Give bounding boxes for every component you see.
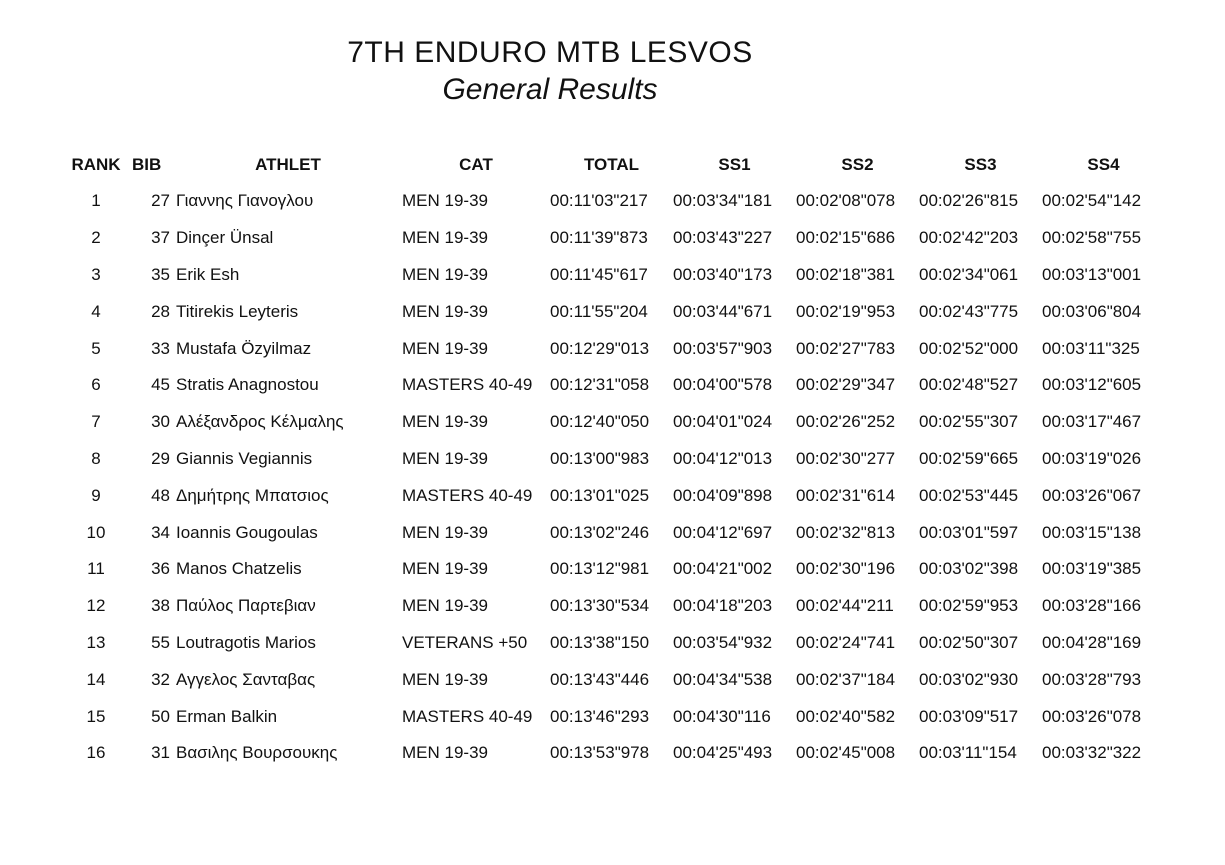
cell-total: 00:12'40"050 [550, 412, 650, 432]
cell-category: MEN 19-39 [402, 264, 488, 284]
table-row [62, 183, 1165, 220]
cell-athlete: Titirekis Leyteris [176, 301, 299, 321]
cell-total: 00:12'29"013 [550, 338, 650, 358]
cell-ss2: 00:02'30"277 [796, 448, 896, 468]
cell-ss2: 00:02'30"196 [796, 559, 896, 579]
cell-athlete: Loutragotis Marios [176, 632, 316, 652]
column-header-ss2: SS2 [841, 154, 874, 174]
cell-ss2: 00:02'32"813 [796, 522, 896, 542]
cell-ss1: 00:04'01"024 [673, 412, 773, 432]
cell-ss4: 00:03'32"322 [1042, 743, 1142, 763]
cell-bib: 48 [151, 485, 170, 505]
cell-rank: 6 [91, 375, 101, 395]
cell-athlete: Ioannis Gougoulas [176, 522, 318, 542]
cell-ss1: 00:03'40"173 [673, 264, 773, 284]
table-row [62, 404, 1165, 441]
cell-rank: 13 [86, 632, 106, 652]
cell-category: MEN 19-39 [402, 412, 488, 432]
cell-ss3: 00:02'43"775 [919, 301, 1019, 321]
cell-ss2: 00:02'37"184 [796, 669, 896, 689]
cell-ss4: 00:03'26"067 [1042, 485, 1142, 505]
cell-ss4: 00:03'15"138 [1042, 522, 1142, 542]
cell-athlete: Αγγελος Σανταβας [176, 669, 316, 689]
cell-ss3: 00:02'55"307 [919, 412, 1019, 432]
cell-ss3: 00:03'02"930 [919, 669, 1019, 689]
cell-athlete: Βασιλης Βουρσουκης [176, 743, 338, 763]
table-row [62, 588, 1165, 625]
cell-ss3: 00:03'02"398 [919, 559, 1019, 579]
cell-rank: 3 [91, 264, 101, 284]
cell-ss1: 00:04'34"538 [673, 669, 773, 689]
table-row [62, 367, 1165, 404]
cell-total: 00:13'46"293 [550, 706, 650, 726]
cell-ss4: 00:03'19"026 [1042, 448, 1142, 468]
header-row [62, 146, 1165, 183]
cell-category: MEN 19-39 [402, 191, 488, 211]
cell-rank: 7 [91, 412, 101, 432]
cell-ss1: 00:04'09"898 [673, 485, 773, 505]
page-subtitle: General Results [442, 73, 658, 106]
cell-athlete: Δημήτρης Μπατσιος [176, 485, 329, 505]
cell-category: MASTERS 40-49 [402, 375, 533, 395]
cell-total: 00:13'30"534 [550, 596, 650, 616]
cell-ss3: 00:02'59"953 [919, 596, 1019, 616]
cell-rank: 1 [91, 191, 101, 211]
cell-category: MEN 19-39 [402, 338, 488, 358]
cell-bib: 37 [151, 228, 170, 248]
cell-category: MEN 19-39 [402, 448, 488, 468]
cell-ss1: 00:04'30"116 [673, 706, 771, 726]
cell-rank: 8 [91, 448, 101, 468]
cell-ss2: 00:02'44"211 [796, 596, 894, 616]
cell-bib: 55 [151, 632, 170, 652]
cell-ss2: 00:02'19"953 [796, 301, 896, 321]
cell-ss1: 00:03'34"181 [673, 191, 773, 211]
cell-ss4: 00:03'17"467 [1042, 412, 1142, 432]
cell-athlete: Γιαννης Γιανογλου [176, 191, 314, 211]
cell-total: 00:13'43"446 [550, 669, 650, 689]
cell-category: MEN 19-39 [402, 596, 488, 616]
cell-total: 00:13'00"983 [550, 448, 650, 468]
cell-ss4: 00:03'13"001 [1042, 264, 1142, 284]
cell-rank: 9 [91, 485, 101, 505]
cell-ss4: 00:03'06"804 [1042, 301, 1142, 321]
column-header-athlete: ATHLET [255, 154, 321, 174]
cell-ss1: 00:04'12"013 [673, 448, 773, 468]
column-header-ss4: SS4 [1087, 154, 1120, 174]
cell-ss4: 00:03'11"325 [1042, 338, 1140, 358]
results-body [62, 183, 1165, 772]
cell-ss2: 00:02'29"347 [796, 375, 896, 395]
cell-rank: 14 [86, 669, 106, 689]
cell-ss1: 00:04'25"493 [673, 743, 773, 763]
cell-athlete: Giannis Vegiannis [176, 448, 313, 468]
cell-category: MEN 19-39 [402, 743, 488, 763]
cell-ss4: 00:03'19"385 [1042, 559, 1142, 579]
cell-rank: 11 [87, 559, 105, 579]
cell-category: MEN 19-39 [402, 301, 488, 321]
cell-category: MEN 19-39 [402, 669, 488, 689]
cell-total: 00:13'02"246 [550, 522, 650, 542]
cell-ss3: 00:03'11"154 [919, 743, 1017, 763]
table-row [62, 330, 1165, 367]
cell-ss4: 00:04'28"169 [1042, 632, 1142, 652]
column-header-bib: BIB [132, 154, 162, 174]
cell-total: 00:11'45"617 [550, 264, 648, 284]
cell-athlete: Stratis Anagnostou [176, 375, 319, 395]
cell-ss4: 00:02'58"755 [1042, 228, 1142, 248]
title-block [250, 34, 850, 108]
cell-athlete: Manos Chatzelis [176, 559, 302, 579]
cell-total: 00:13'53"978 [550, 743, 650, 763]
cell-category: VETERANS +50 [402, 632, 528, 652]
cell-total: 00:13'12"981 [550, 559, 650, 579]
table-row [62, 698, 1165, 735]
cell-athlete: Mustafa Özyilmaz [176, 338, 312, 358]
cell-bib: 34 [151, 522, 170, 542]
cell-bib: 35 [151, 264, 170, 284]
cell-athlete: Παύλος Παρτεβιαν [176, 596, 316, 616]
cell-ss3: 00:02'52"000 [919, 338, 1019, 358]
cell-athlete: Dinçer Ünsal [176, 228, 274, 248]
cell-ss1: 00:03'44"671 [673, 301, 773, 321]
results-table [62, 146, 1165, 772]
cell-rank: 2 [91, 228, 101, 248]
table-row [62, 735, 1165, 772]
cell-rank: 15 [86, 706, 106, 726]
cell-ss2: 00:02'26"252 [796, 412, 896, 432]
page-title: 7TH ENDURO MTB LESVOS [347, 36, 753, 69]
cell-total: 00:13'38"150 [550, 632, 650, 652]
cell-total: 00:11'03"217 [550, 191, 648, 211]
table-row [62, 551, 1165, 588]
cell-category: MASTERS 40-49 [402, 706, 533, 726]
cell-rank: 12 [86, 596, 106, 616]
table-row [62, 293, 1165, 330]
cell-ss1: 00:04'21"002 [673, 559, 773, 579]
cell-ss1: 00:03'43"227 [673, 228, 773, 248]
cell-ss2: 00:02'40"582 [796, 706, 896, 726]
cell-total: 00:11'39"873 [550, 228, 648, 248]
cell-ss1: 00:03'57"903 [673, 338, 773, 358]
table-row [62, 477, 1165, 514]
cell-rank: 10 [86, 522, 106, 542]
cell-ss1: 00:04'12"697 [673, 522, 773, 542]
cell-bib: 38 [151, 596, 170, 616]
cell-ss2: 00:02'18"381 [796, 264, 896, 284]
cell-category: MEN 19-39 [402, 522, 488, 542]
cell-ss3: 00:03'01"597 [919, 522, 1019, 542]
cell-bib: 50 [151, 706, 170, 726]
column-header-ss1: SS1 [718, 154, 751, 174]
cell-total: 00:11'55"204 [550, 301, 648, 321]
cell-bib: 32 [151, 669, 170, 689]
table-row [62, 257, 1165, 294]
cell-bib: 31 [151, 743, 170, 763]
cell-ss2: 00:02'08"078 [796, 191, 896, 211]
cell-ss3: 00:02'48"527 [919, 375, 1019, 395]
cell-category: MASTERS 40-49 [402, 485, 533, 505]
column-header-total: TOTAL [583, 154, 640, 174]
cell-ss3: 00:02'34"061 [919, 264, 1019, 284]
cell-athlete: Erik Esh [176, 264, 240, 284]
column-header-rank: RANK [71, 154, 121, 174]
cell-ss2: 00:02'31"614 [796, 485, 896, 505]
table-row [62, 661, 1165, 698]
cell-rank: 16 [86, 743, 106, 763]
cell-ss2: 00:02'24"741 [796, 632, 896, 652]
cell-bib: 33 [151, 338, 170, 358]
cell-ss3: 00:02'50"307 [919, 632, 1019, 652]
cell-ss4: 00:03'28"166 [1042, 596, 1142, 616]
table-row [62, 625, 1165, 662]
column-header-category: CAT [459, 154, 493, 174]
cell-bib: 28 [151, 301, 170, 321]
cell-ss2: 00:02'27"783 [796, 338, 896, 358]
cell-athlete: Αλέξανδρος Κέλμαλης [176, 412, 344, 432]
cell-total: 00:12'31"058 [550, 375, 650, 395]
cell-bib: 45 [151, 375, 170, 395]
cell-ss4: 00:03'28"793 [1042, 669, 1142, 689]
cell-ss4: 00:03'26"078 [1042, 706, 1142, 726]
cell-ss4: 00:03'12"605 [1042, 375, 1142, 395]
cell-ss3: 00:02'26"815 [919, 191, 1019, 211]
cell-ss1: 00:03'54"932 [673, 632, 773, 652]
cell-category: MEN 19-39 [402, 228, 488, 248]
cell-ss2: 00:02'15"686 [796, 228, 896, 248]
cell-ss4: 00:02'54"142 [1042, 191, 1142, 211]
cell-ss2: 00:02'45"008 [796, 743, 896, 763]
cell-total: 00:13'01"025 [550, 485, 650, 505]
cell-bib: 36 [151, 559, 170, 579]
cell-bib: 27 [151, 191, 170, 211]
cell-ss1: 00:04'18"203 [673, 596, 773, 616]
cell-rank: 4 [91, 301, 101, 321]
cell-ss3: 00:02'53"445 [919, 485, 1019, 505]
cell-ss3: 00:02'59"665 [919, 448, 1019, 468]
cell-ss3: 00:03'09"517 [919, 706, 1019, 726]
table-row [62, 441, 1165, 478]
cell-bib: 30 [151, 412, 170, 432]
table-row [62, 220, 1165, 257]
table-row [62, 514, 1165, 551]
column-header-ss3: SS3 [964, 154, 997, 174]
cell-rank: 5 [91, 338, 101, 358]
cell-ss3: 00:02'42"203 [919, 228, 1019, 248]
cell-bib: 29 [151, 448, 170, 468]
cell-athlete: Erman Balkin [176, 706, 278, 726]
cell-ss1: 00:04'00"578 [673, 375, 773, 395]
cell-category: MEN 19-39 [402, 559, 488, 579]
